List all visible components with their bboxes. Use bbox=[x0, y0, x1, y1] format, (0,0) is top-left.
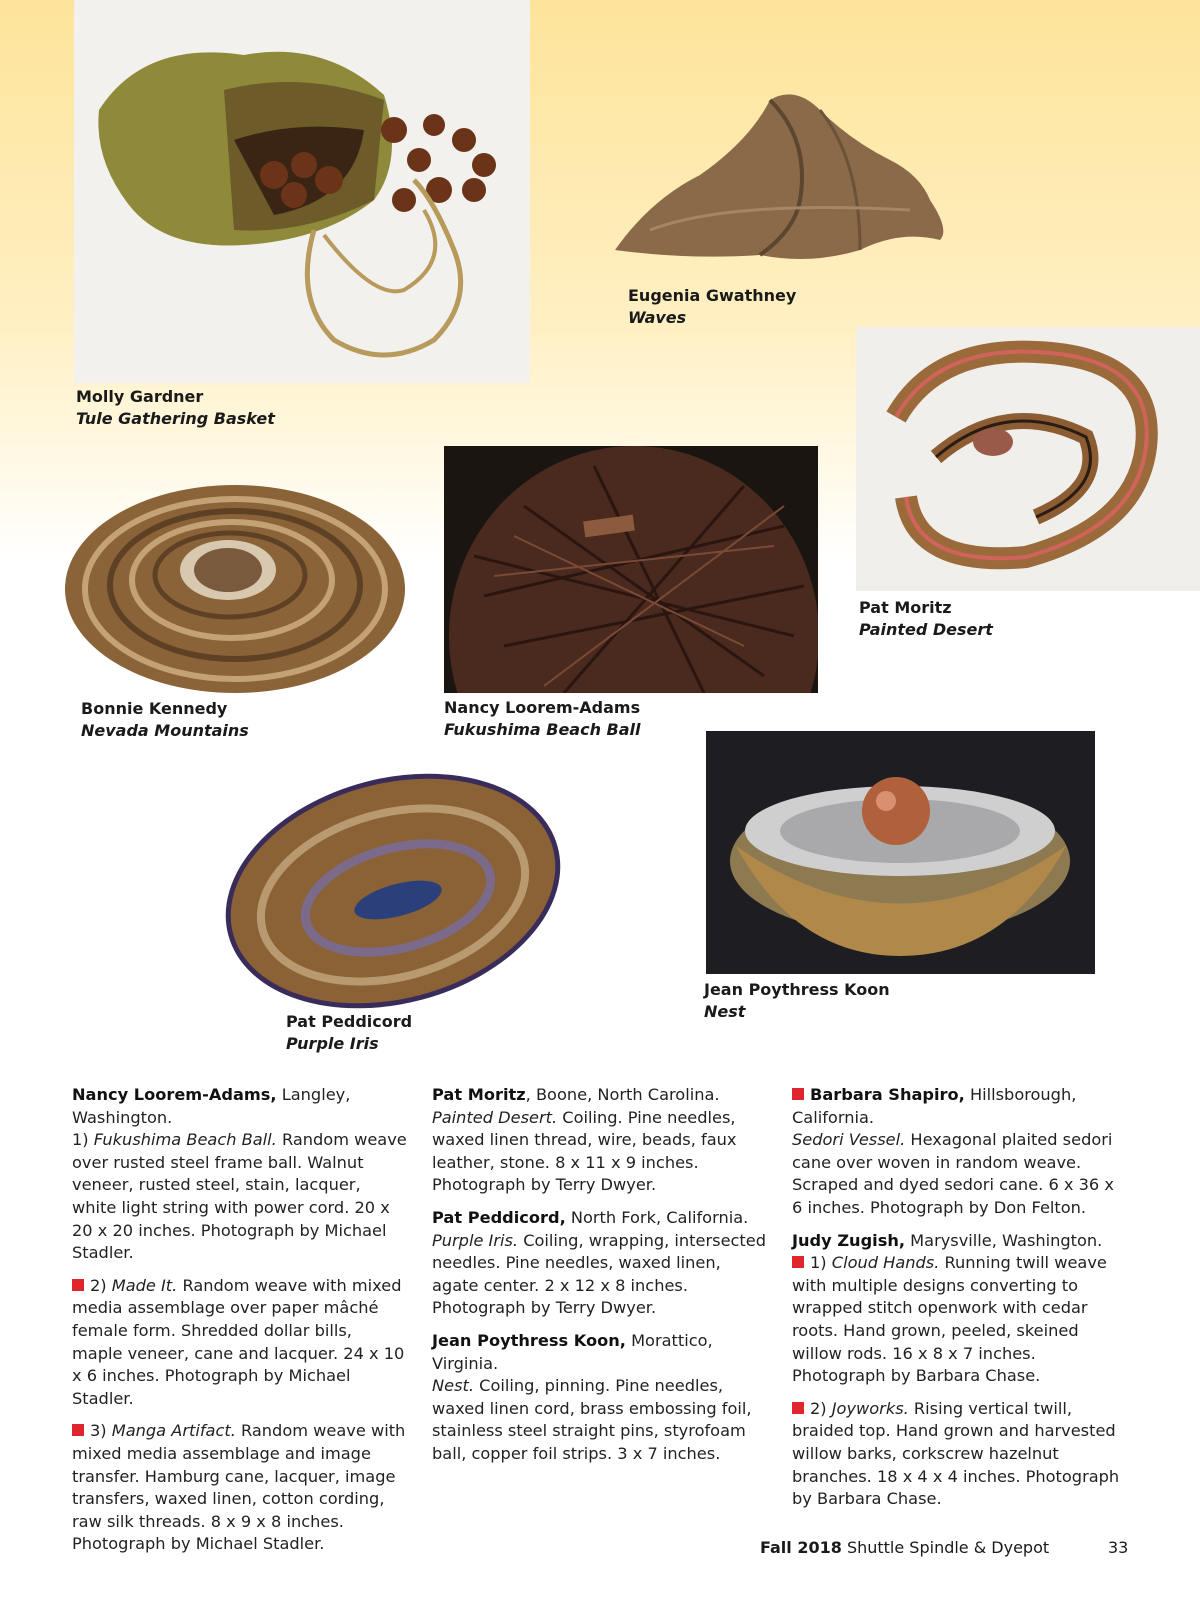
caption-pat-moritz bbox=[859, 597, 993, 641]
caption-pat-peddicord bbox=[286, 1011, 412, 1055]
photo-nevada-mountains bbox=[60, 480, 410, 698]
work-description: Random weave with mixed media assemblage and image transfer. Hamburg cane, lacquer, image transfers, waxed linen, cotton cording, raw silk threads. 8 x 9 x 8 inches. Photograph by Michael Stadler. bbox=[72, 1421, 406, 1554]
item-number: 3) bbox=[90, 1421, 112, 1441]
artist-name: Pat Peddicord, bbox=[432, 1207, 566, 1227]
caption-artist: Jean Poythress Koon bbox=[704, 980, 890, 999]
entry-pat-peddicord bbox=[432, 1207, 767, 1320]
work-description: Coiling, pinning. Pine needles, waxed linen cord, brass embossing foil, stainless steel straight pins, styrofoam ball, copper foil strips. 3 x 7 inches. bbox=[432, 1376, 752, 1463]
caption-title: Tule Gathering Basket bbox=[76, 409, 275, 428]
work-description: Coiling, wrapping, intersected needles. Pine needles, waxed linen, agate center. 2 x 12 x 8 inches. Photograph by Terry Dwyer. bbox=[432, 1230, 767, 1318]
caption-bonnie-kennedy bbox=[81, 698, 249, 742]
bullet-square-icon bbox=[792, 1256, 804, 1268]
work-description: Running twill weave with multiple designs converting to wrapped stitch openwork with cedar roots. Hand grown, peeled, skeined willow rods. 16 x 8 x 7 inches. Photograph by Barbara Chase. bbox=[792, 1253, 1107, 1386]
artist-name: Barbara Shapiro, bbox=[810, 1085, 965, 1104]
artist-location: , Boone, North Carolina. bbox=[525, 1085, 720, 1104]
item-number: 1) bbox=[72, 1130, 94, 1150]
caption-title: Nevada Mountains bbox=[81, 721, 249, 740]
work-title: Cloud Hands. bbox=[831, 1253, 940, 1273]
caption-eugenia-gwathney bbox=[628, 285, 796, 329]
caption-artist: Nancy Loorem-Adams bbox=[444, 698, 641, 717]
work-title: Sedori Vessel. bbox=[792, 1130, 906, 1150]
caption-title: Purple Iris bbox=[286, 1034, 379, 1053]
text-column-1 bbox=[72, 1084, 407, 1566]
entry-jean-poythress-koon bbox=[432, 1330, 767, 1466]
work-description: Random weave over rusted steel frame ball. Walnut veneer, rusted steel, stain, lacquer, white light string with power cord. 20 x 20 x 20 inches. Photograph by Michael Stadler. bbox=[72, 1130, 407, 1263]
caption-artist: Eugenia Gwathney bbox=[628, 286, 797, 305]
caption-title: Waves bbox=[628, 308, 687, 327]
entry-barbara-shapiro bbox=[792, 1084, 1127, 1220]
footer-edition: Fall 2018 bbox=[760, 1538, 842, 1557]
work-description: Hexagonal plaited sedori cane over woven in random weave. Scraped and dyed sedori cane. 6 x 36 x 6 inches. Photograph by Don Felton. bbox=[792, 1130, 1114, 1217]
caption-artist: Pat Moritz bbox=[859, 598, 952, 617]
item-number: 2) bbox=[810, 1398, 832, 1418]
artist-name: Jean Poythress Koon, bbox=[432, 1330, 626, 1350]
bullet-square-icon bbox=[792, 1088, 804, 1100]
caption-molly-gardner bbox=[76, 386, 275, 430]
photo-nest bbox=[706, 731, 1095, 974]
entry-made-it bbox=[72, 1275, 407, 1411]
caption-title: Fukushima Beach Ball bbox=[444, 720, 641, 739]
work-description: Rising vertical twill, braided top. Hand grown and harvested willow barks, corkscrew hazelnut branches. 18 x 4 x 4 inches. Photograph by Barbara Chase. bbox=[792, 1398, 1120, 1509]
page-number: 33 bbox=[1108, 1538, 1129, 1557]
artist-location: Hillsborough, California. bbox=[792, 1085, 1077, 1127]
photo-painted-desert bbox=[856, 327, 1200, 591]
caption-artist: Pat Peddicord bbox=[286, 1012, 413, 1031]
photo-fukushima-beach-ball bbox=[444, 446, 818, 693]
work-description: Coiling. Pine needles, waxed linen thread, wire, beads, faux leather, stone. 8 x 11 x 9 inches. Photograph by Terry Dwyer. bbox=[432, 1107, 737, 1195]
work-description: Random weave with mixed media assemblage over paper mâché female form. Shredded dollar bills, maple veneer, cane and lacquer. 24 x 10 x 6 inches. Photograph by Michael Stadler. bbox=[72, 1275, 405, 1408]
item-number: 1) bbox=[810, 1253, 832, 1273]
work-title: Made It. bbox=[111, 1275, 178, 1295]
footer-publication bbox=[760, 1538, 1049, 1557]
artist-location: Langley, Washington. bbox=[72, 1085, 351, 1127]
caption-artist: Bonnie Kennedy bbox=[81, 699, 228, 718]
work-title: Joyworks. bbox=[831, 1398, 909, 1418]
artist-name: Pat Moritz bbox=[432, 1085, 526, 1104]
work-title: Purple Iris. bbox=[432, 1230, 519, 1250]
work-title: Painted Desert. bbox=[432, 1107, 558, 1127]
caption-title: Painted Desert bbox=[859, 620, 993, 639]
artist-location: Marysville, Washington. bbox=[905, 1230, 1103, 1250]
artist-location: Morattico, Virginia. bbox=[432, 1330, 713, 1373]
work-title: Fukushima Beach Ball. bbox=[93, 1130, 277, 1150]
entry-pat-moritz bbox=[432, 1084, 767, 1197]
artist-name: Nancy Loorem-Adams, bbox=[72, 1085, 277, 1104]
bullet-square-icon bbox=[792, 1402, 804, 1414]
entry-joyworks bbox=[792, 1398, 1127, 1511]
entry-judy-zugish bbox=[792, 1230, 1127, 1388]
caption-jean-poythress-koon bbox=[704, 979, 890, 1023]
photo-tule-gathering-basket bbox=[74, 0, 530, 383]
entry-manga-artifact bbox=[72, 1420, 407, 1556]
text-column-3 bbox=[792, 1084, 1127, 1521]
work-title: Nest. bbox=[432, 1376, 474, 1396]
bullet-square-icon bbox=[72, 1279, 84, 1291]
artist-location: North Fork, California. bbox=[565, 1207, 749, 1227]
item-number: 2) bbox=[90, 1275, 112, 1295]
entry-nancy-loorem-adams bbox=[72, 1084, 407, 1265]
text-column-2 bbox=[432, 1084, 767, 1476]
photo-waves bbox=[610, 80, 960, 265]
bullet-square-icon bbox=[72, 1424, 84, 1436]
footer-magazine: Shuttle Spindle & Dyepot bbox=[841, 1538, 1050, 1557]
photo-purple-iris bbox=[218, 770, 568, 1012]
caption-artist: Molly Gardner bbox=[76, 387, 204, 406]
caption-title: Nest bbox=[704, 1002, 746, 1021]
work-title: Manga Artifact. bbox=[111, 1421, 236, 1441]
artist-name: Judy Zugish, bbox=[792, 1230, 906, 1250]
caption-nancy-loorem-adams bbox=[444, 697, 641, 741]
